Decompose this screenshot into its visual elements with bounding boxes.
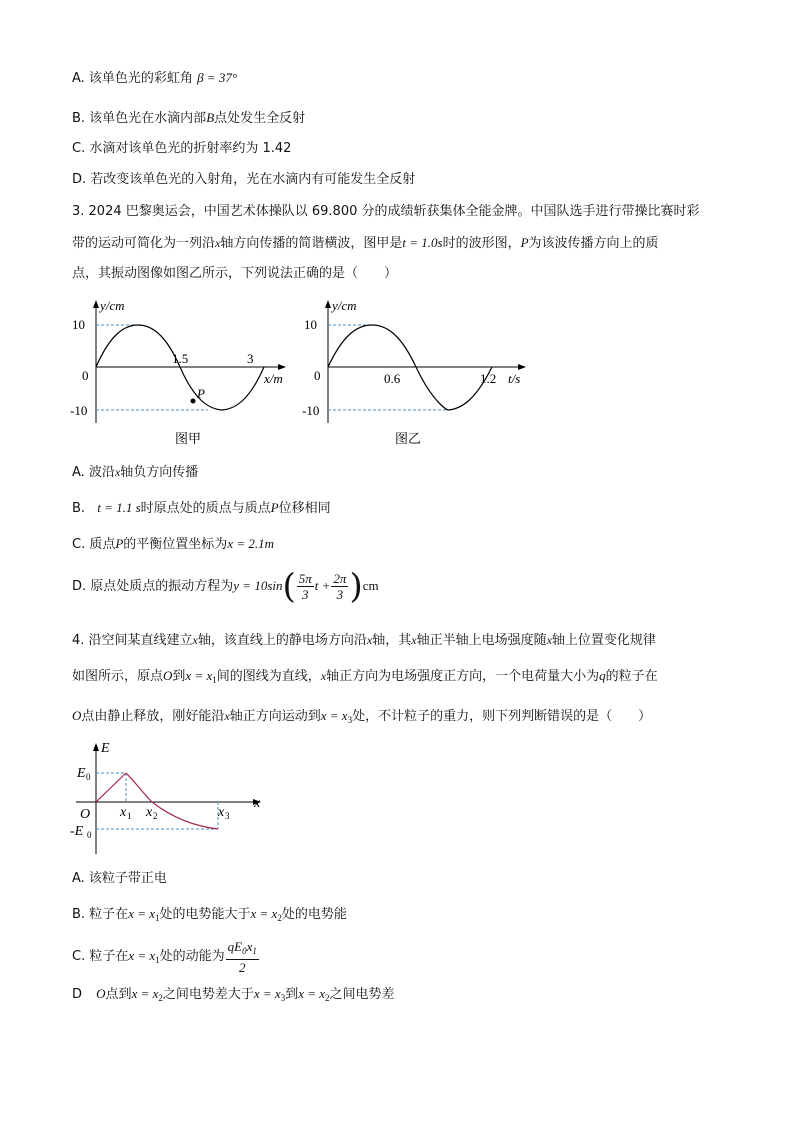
q3-figure-yi (300, 295, 535, 450)
caption-jia: 图甲 (175, 431, 202, 446)
q4-option-a: A. 该粒子带正电 (72, 871, 167, 886)
fraction-energy: $\frac{qE_0x_1}{2}$ (227, 938, 257, 975)
math-x-eq: x = x (131, 986, 159, 1001)
q3-option-d (72, 566, 379, 607)
var-q: q (599, 668, 606, 683)
tick-y-min: -10 (302, 403, 320, 418)
q3-option-c-text2: 的平衡位置坐标为 (123, 537, 228, 552)
var-o: O (72, 708, 82, 723)
q3-text: 为该波传播方向上的质 (528, 236, 659, 251)
q4-text: 之间电势差大于 (162, 987, 254, 1002)
q3-option-c-text: C. 质点 (72, 537, 116, 552)
y-axis-arrow (93, 300, 99, 308)
q2-option-d: D. 若改变该单色光的入射角，光在水滴内有可能发生全反射 (72, 172, 416, 187)
q3-option-a (72, 462, 198, 483)
left-paren: ( (282, 566, 296, 607)
axis-e-label: E (101, 741, 110, 756)
point-p (191, 399, 196, 404)
q4-text: 轴，该直线上的静电场方向沿 (197, 633, 367, 648)
tick-x2: 3 (247, 351, 254, 366)
q3-stem-line1: 3. 2024 巴黎奥运会，中国艺术体操队以 69.800 分的成绩斩获集体全能金牌。中国队选手进行带操比赛时彩 (72, 204, 700, 219)
y-label: y/cm (100, 298, 125, 313)
q3-option-a-suffix: 轴负方向传播 (120, 465, 199, 480)
q4-stem-line3: O点由静止释放，刚好能沿x轴正方向运动到$x = x_3$处，不计粒子的重力，则下列判断错误的是（ ） (72, 708, 652, 725)
q4-text: 到 (172, 669, 186, 684)
svg-text:3: 3 (225, 811, 230, 821)
q4-option-c: C. 粒子在$x = x_1$处的动能为 $\frac{qE_0x_1}{2}$ (72, 938, 257, 975)
e-axis-arrow (93, 743, 99, 751)
tick-x2: 1.2 (480, 371, 497, 386)
q4-option-c-text: C. 粒子在 (72, 949, 129, 964)
denominator: 3 (302, 587, 309, 602)
math-x-eq: x = x (185, 668, 213, 683)
x-axis-arrow (518, 364, 526, 370)
q3-option-b-suffix: 位移相同 (278, 501, 331, 516)
axis-x-label: x (254, 796, 261, 811)
neg-e0-label: -E (70, 824, 84, 839)
tick-y-max: 10 (304, 317, 317, 332)
math-x-eq: x = x (320, 708, 348, 723)
var-x: x (114, 465, 121, 479)
var-x: x (192, 633, 198, 647)
x2-label: x (146, 805, 153, 820)
tick-x1: 1.5 (172, 351, 189, 366)
q4-option-d: D O点到$x = x_2$之间电势差大于$x = x_3$到$x = x_2$之间电势差 (72, 986, 395, 1003)
q4-text: 轴，其 (372, 633, 412, 648)
q3-option-b-label: B. (72, 501, 86, 516)
y-label: y/cm (332, 298, 357, 313)
q3-stem-line3: 点，其振动图像如图乙所示，下列说法正确的是（ ） (72, 266, 398, 281)
math-x-eq: x = x (128, 906, 155, 921)
q4-text: 之间电势差 (329, 987, 395, 1002)
q2-option-a (72, 68, 237, 89)
svg-text:0: 0 (86, 772, 91, 782)
q3-stem-line2 (72, 233, 659, 254)
origin-label: 0 (314, 368, 321, 383)
svg-text:1: 1 (127, 811, 132, 821)
q2-option-b-text: B. 该单色光在水滴内部 (72, 111, 207, 126)
var-o: O (96, 986, 106, 1001)
math-x-eq: x = x (250, 906, 278, 921)
q3-option-b-time: t = 1.1 s (97, 500, 141, 515)
svg-text:2: 2 (153, 811, 158, 821)
q4-option-b-text: B. 粒子在 (72, 907, 129, 922)
q3-option-c (72, 534, 274, 555)
fraction-2pi-3 (331, 571, 348, 602)
var-x: x (546, 633, 552, 647)
numerator: 2π (333, 571, 347, 586)
math-x-eq: x = x (253, 986, 281, 1001)
q3-option-d-t: t + (314, 578, 331, 593)
var-x: x (320, 669, 327, 683)
q3-option-a-text: A. 波沿 (72, 465, 115, 480)
q4-option-d-label: D (72, 987, 83, 1002)
q4-text: 处，不计粒子的重力，则下列判断错误的是（ ） (352, 709, 652, 724)
q4-text: 如图所示，原点 (72, 669, 164, 684)
e-curve (126, 773, 218, 829)
point-p-label: P (197, 386, 205, 401)
var-x: x (366, 633, 373, 647)
q3-text: 时的波形图， (442, 236, 521, 251)
q2-option-a-math: β = 37° (197, 70, 238, 85)
math-x-eq: x = x (298, 986, 326, 1001)
numerator: 5π (298, 571, 312, 586)
x-axis-arrow (278, 364, 286, 370)
denominator: 3 (336, 587, 344, 602)
q2-option-b-var: B (206, 110, 215, 125)
var-x: x (224, 709, 230, 723)
q4-text: 轴正半轴上电场强度随 (416, 633, 547, 648)
numerator: qE (227, 938, 243, 954)
q4-option-c-text2: 处的动能为 (159, 949, 225, 964)
math-x-eq: x = x (128, 948, 156, 963)
tick-x1: 0.6 (384, 371, 401, 386)
q3-var-p: P (520, 235, 529, 250)
caption-yi: 图乙 (395, 431, 422, 446)
tick-y-max: 10 (72, 317, 85, 332)
q4-text: 轴正方向运动到 (229, 709, 321, 724)
q4-text: 的粒子在 (605, 669, 658, 684)
var-x: x (411, 633, 417, 647)
svg-text:0: 0 (87, 830, 92, 840)
origin-o-label: O (80, 807, 91, 822)
var-p: P (115, 536, 124, 551)
x-label: x/m (264, 371, 283, 386)
q2-option-c: C. 水滴对该单色光的折射率约为 1.42 (72, 141, 292, 156)
q4-text: 到 (285, 987, 299, 1002)
q4-figure (70, 738, 275, 858)
q2-option-b-suffix: 点处发生全反射 (214, 111, 306, 126)
q4-option-b-suffix: 处的电势能 (281, 907, 347, 922)
q4-text: 间的图线为直线， (216, 669, 321, 684)
q3-var-x: x (215, 236, 221, 250)
q3-option-b (72, 498, 331, 519)
q4-stem-line1 (72, 630, 656, 651)
e0-label: E (77, 766, 86, 781)
q4-option-b-text2: 处的电势能大于 (159, 907, 251, 922)
tick-y-min: -10 (70, 403, 88, 418)
var-o: O (163, 668, 173, 683)
x3-label: x (218, 805, 225, 820)
y-axis-arrow (325, 300, 331, 308)
origin-label: 0 (82, 368, 89, 383)
q3-option-d-text: D. 原点处质点的振动方程为 (72, 579, 234, 594)
q3-option-c-math: x = 2.1m (227, 536, 274, 551)
q4-text: 4. 沿空间某直线建立 (72, 633, 193, 648)
q4-text: 轴正方向为电场强度正方向，一个电荷量大小为 (326, 669, 600, 684)
q3-text: 带的运动可简化为一列沿 (72, 236, 216, 251)
q3-option-b-text: 时原点处的质点与质点 (140, 501, 271, 516)
q2-option-a-text: A. 该单色光的彩虹角 (72, 71, 193, 86)
q4-text: 点由静止释放，刚好能沿 (81, 709, 225, 724)
q3-option-d-eq: y = 10sin (233, 578, 283, 593)
var-p: P (270, 500, 279, 515)
q3-figure-jia (70, 295, 295, 450)
q4-text: 轴上位置变化规律 (551, 633, 656, 648)
fraction-5pi-3 (297, 571, 314, 602)
x1-label: x (120, 805, 127, 820)
q4-text: 点到 (105, 987, 132, 1002)
q2-option-b (72, 108, 305, 129)
x-label: t/s (508, 371, 521, 386)
e-line-segment (96, 773, 126, 802)
q4-option-b: B. 粒子在$x = x_1$处的电势能大于$x = x_2$处的电势能 (72, 906, 347, 923)
right-paren: ) (349, 566, 363, 607)
q3-time: t = 1.0s (402, 235, 443, 250)
q4-stem-line2: 如图所示，原点O到$x = x_1$间的图线为直线，x轴正方向为电场强度正方向，一个电荷量大小为q的粒子在 (72, 668, 658, 685)
denominator: 2 (239, 959, 246, 975)
unit-cm: cm (362, 578, 379, 593)
q3-text: 轴方向传播的简谐横波，图甲是 (220, 236, 403, 251)
